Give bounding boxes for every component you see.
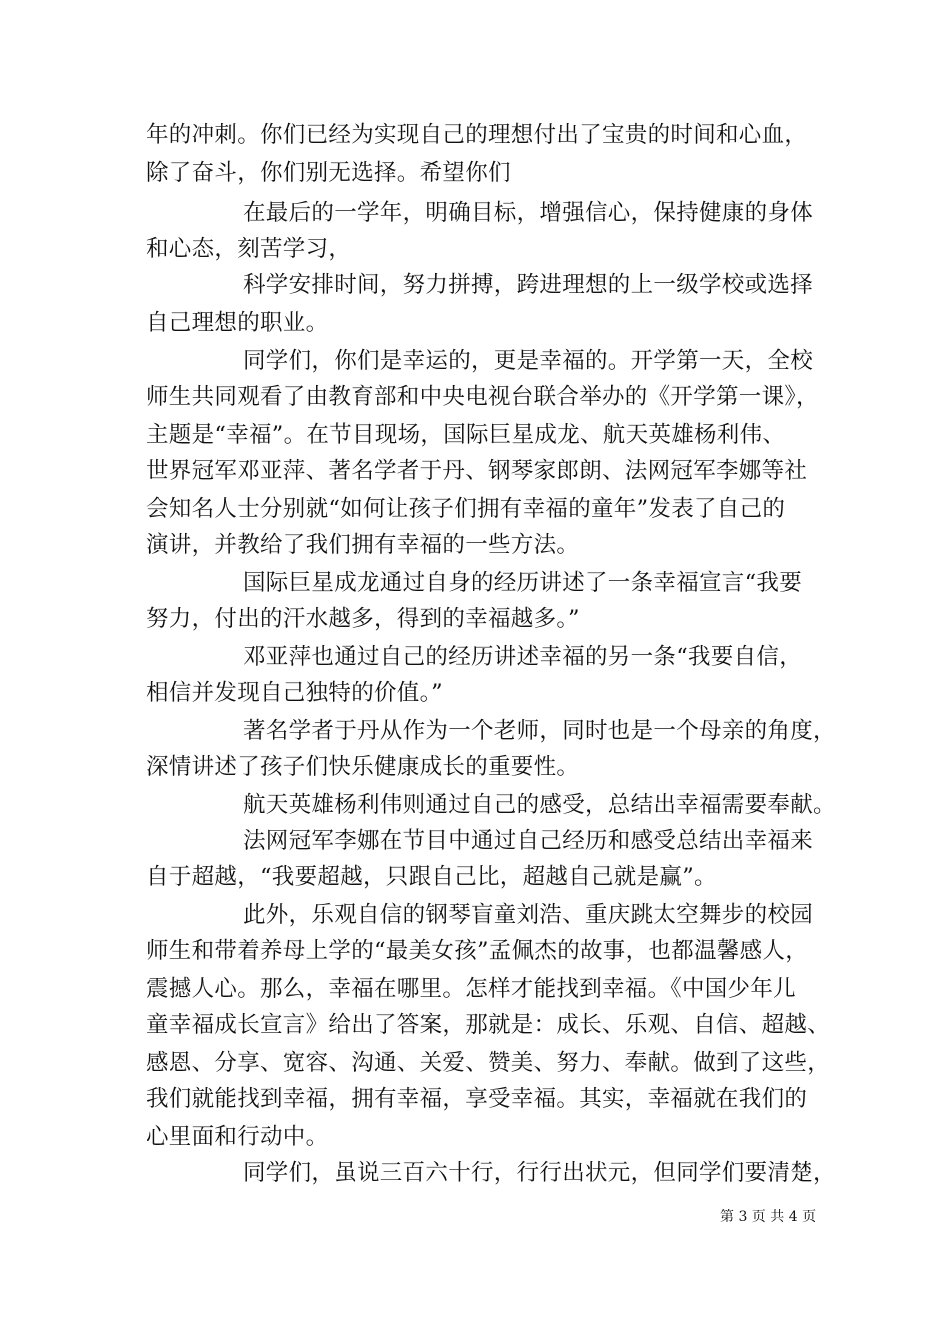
text-line: 同学们，你们是幸运的，更是幸福的。开学第一天，全校 [243, 348, 814, 374]
text-line: 自己理想的职业。 [146, 310, 329, 336]
text-line: 在最后的一学年，明确目标，增强信心，保持健康的身体 [243, 200, 814, 226]
text-line: 国际巨星成龙通过自身的经历讲述了一条幸福宣言“我要 [243, 570, 803, 596]
page-number-footer: 第 3 页 共 4 页 [720, 1209, 817, 1225]
text-line: 相信并发现自己独特的价值。” [146, 680, 443, 706]
text-line: 邓亚萍也通过自己的经历讲述幸福的另一条“我要自信， [243, 644, 803, 670]
text-line: 感恩、分享、宽容、沟通、关爱、赞美、努力、奉献。做到了这些， [146, 1050, 831, 1076]
text-line: 和心态，刻苦学习， [146, 236, 352, 262]
text-line: 会知名人士分别就“如何让孩子们拥有幸福的童年”发表了自己的 [146, 496, 786, 522]
text-line: 法网冠军李娜在节目中通过自己经历和感受总结出幸福来 [243, 828, 814, 854]
text-line: 主题是“幸福”。在节目现场，国际巨星成龙、航天英雄杨利伟、 [146, 422, 786, 448]
text-line: 年的冲刺。你们已经为实现自己的理想付出了宝贵的时间和心血， [146, 122, 808, 148]
text-line: 震撼人心。那么，幸福在哪里。怎样才能找到幸福。《中国少年儿 [146, 976, 796, 1002]
text-line: 此外，乐观自信的钢琴盲童刘浩、重庆跳太空舞步的校园 [243, 902, 814, 928]
text-line: 我们就能找到幸福，拥有幸福，享受幸福。其实，幸福就在我们的 [146, 1086, 808, 1112]
text-line: 自于超越，“我要超越，只跟自己比，超越自己就是赢”。 [146, 864, 717, 890]
text-line: 同学们，虽说三百六十行，行行出状元，但同学们要清楚， [243, 1160, 836, 1186]
text-line: 深情讲述了孩子们快乐健康成长的重要性。 [146, 754, 580, 780]
text-line: 演讲，并教给了我们拥有幸福的一些方法。 [146, 532, 580, 558]
text-line: 著名学者于丹从作为一个老师，同时也是一个母亲的角度， [243, 718, 836, 744]
text-line: 世界冠军邓亚萍、著名学者于丹、钢琴家郎朗、法网冠军李娜等社 [146, 458, 808, 484]
text-line: 心里面和行动中。 [146, 1124, 329, 1150]
text-line: 科学安排时间，努力拼搏，跨进理想的上一级学校或选择 [243, 272, 814, 298]
text-line: 童幸福成长宣言》给出了答案，那就是：成长、乐观、自信、超越、 [146, 1012, 831, 1038]
text-line: 航天英雄杨利伟则通过自己的感受，总结出幸福需要奉献。 [243, 792, 836, 818]
text-line: 除了奋斗，你们别无选择。希望你们 [146, 160, 511, 186]
text-line: 师生共同观看了由教育部和中央电视台联合举办的《开学第一课》， [146, 384, 819, 410]
text-line: 师生和带着养母上学的“最美女孩”孟佩杰的故事，也都温馨感人， [146, 938, 809, 964]
text-line: 努力，付出的汗水越多，得到的幸福越多。” [146, 606, 580, 632]
